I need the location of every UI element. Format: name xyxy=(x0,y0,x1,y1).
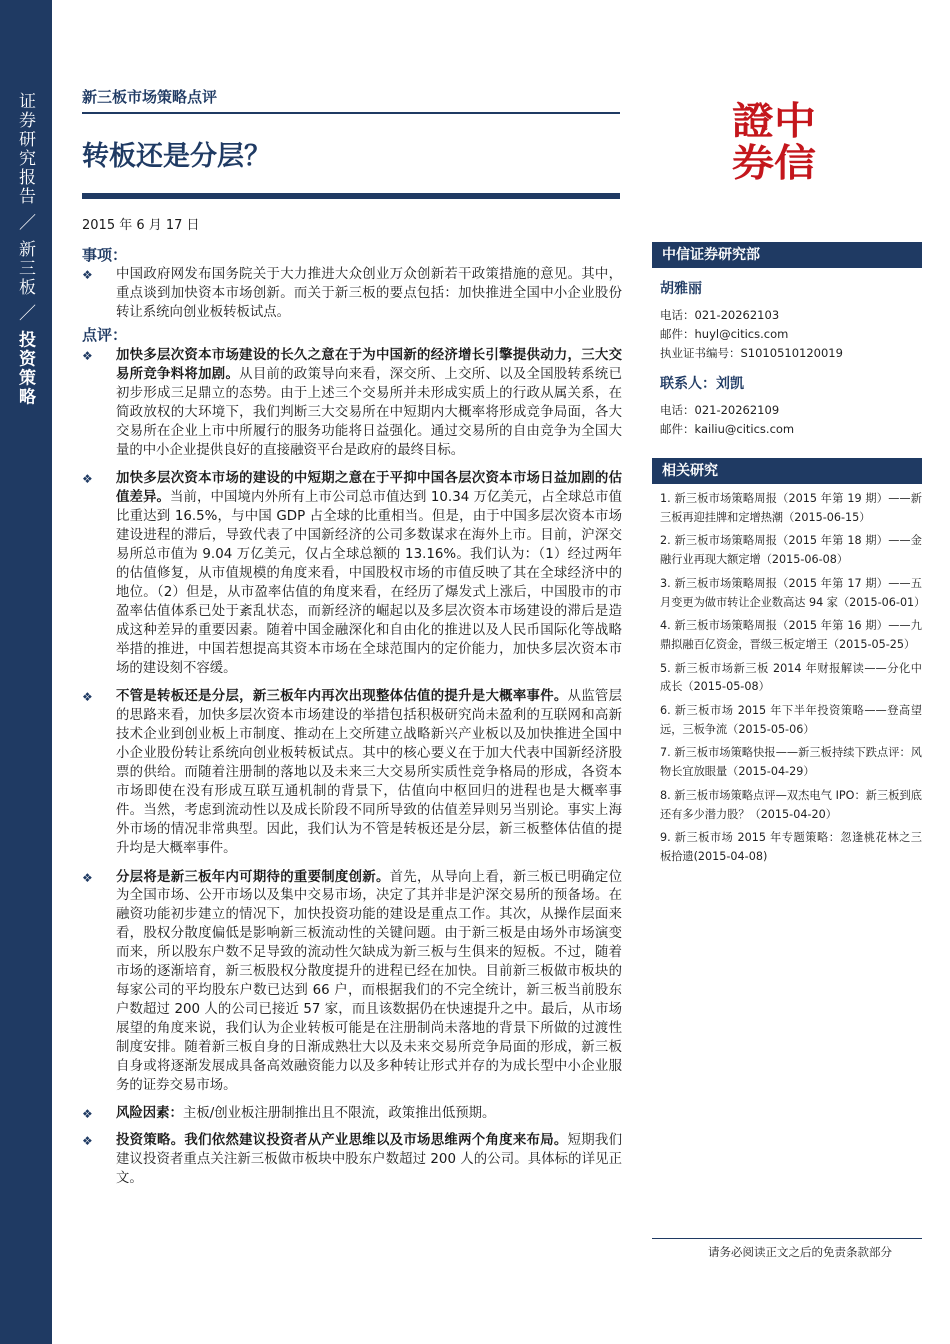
diamond-bullet-icon: ❖ xyxy=(82,1107,93,1122)
comment-label: 点评： xyxy=(82,326,128,344)
logo-text-bottom: 券信 xyxy=(732,141,816,180)
risk-text: 主板/创业板注册制推出且不限流，政策推出低预期。 xyxy=(182,1106,496,1122)
sidebar-sep-2: ／ xyxy=(15,304,35,324)
comment-item xyxy=(82,347,622,460)
strategy-text: 短期我们建议投资者重点关注新三板做市板块中股东户数超过 200 人的公司。具体标的详见正文。 xyxy=(116,1133,623,1187)
analyst-name: 胡雅丽 xyxy=(660,281,702,297)
diamond-bullet-icon: ❖ xyxy=(82,349,93,363)
related-item[interactable]: 6. 新三板市场 2015 年下半年投资策略——登高望远，三板争流（2015-05-06） xyxy=(660,704,922,736)
related-item[interactable]: 3. 新三板市场策略周报（2015 年第 17 期）——五月变更为做市转让企业数高达 94 家（2015-06-01） xyxy=(660,576,926,609)
research-dept-panel xyxy=(652,242,922,439)
diamond-bullet-icon: ❖ xyxy=(82,870,93,885)
comment-lead: 不管是转板还是分层，新三板年内再次出现整体估值的提升是大概率事件。 xyxy=(116,689,568,705)
comment-text: 首先，从导向上看，新三板已明确定位为全国市场、公开市场以及集中交易市场，决定了其并非是沪深交易所的预备场。在融资功能初步建立的情况下，加快投资功能的建设是重点工作。其次，从操作层面来看，股权分散度偏低是影响新三板流动性的关键问题。由于新三板是由场外市场演变而来，所以股东户数不足导致的流动性欠缺成为新三板与生俱来的短板。不过，随着市场的逐渐培育，新三板股权分散度提升的进程已经在加快。目前新三板做市板块的每家公司的平均股东户数已达到 66 户，而根据我们的不完全统计，新三板当前股东户数超过 200 人的公司已接近 57 家，而且该数据仍在快速提升之中。最后，从市场展望的角度来说，我们认为企业转板可能是在注册制尚未落地的背景下所做的过渡性制度安排。随着新三板自身的日渐成熟壮大以及未来交易所竞争局面的形成，新三板自身或将逐渐发展成具备高效融资能力以及多种转让形式并存的为成长型中小企业服务的证券交易市场。 xyxy=(116,869,622,1093)
sidebar-report-type: 证券研究报告 xyxy=(15,92,35,206)
matter-label: 事项： xyxy=(82,246,128,264)
diamond-bullet-icon: ❖ xyxy=(82,1134,93,1149)
comment-list xyxy=(82,347,622,1189)
contact-name: 联系人：刘凯 xyxy=(660,376,744,392)
related-item[interactable]: 9. 新三板市场 2015 年专题策略：忽逢桃花林之三板拾遗(2015-04-08) xyxy=(660,831,922,863)
sidebar-topic: 投资策略 xyxy=(15,330,35,407)
header-rule xyxy=(82,112,620,114)
sidebar-band xyxy=(0,0,52,1344)
related-item[interactable]: 5. 新三板市场新三板 2014 年财报解读——分化中成长（2015-05-08） xyxy=(660,661,922,694)
related-item[interactable]: 4. 新三板市场策略周报（2015 年第 16 期）——九鼎拟融百亿资金，晋级三板定增王（2015-05-25） xyxy=(660,619,922,651)
comment-item xyxy=(82,470,622,678)
comment-text: 当前，中国境内外所有上市公司总市值达到 10.34 万亿美元，占全球总市值比重达到 16.5%，与中国 GDP 占全球的比重相当。但是，由于中国多层次资本市场建设进程的滞后，导致代表了中国新经济的公司多数谋求在海外上市。目前，沪深交易所总市值为 9.04 万亿美元，仅占全球总额的 13.16%。我们认为：（1）经过两年的估值修复，从市值规模的角度来看，中国股权市场的市值反映了其在全球经济中的地位。（2）但是，从市盈率估值的角度来看，在经历了爆发式上涨后，中国股市的市盈率估值体系已处于紊乱状态，而新经济的崛起以及多层次资本市场建设的滞后是造成这种差异的重要因素。随着中国金融深化和自由化的推进以及人民币国际化等战略举措的推进，中国若想提高其资本市场在全球范围内的定价能力，加快多层次资本市场的建设刻不容缓。 xyxy=(116,490,622,676)
title-rule xyxy=(82,193,620,199)
risk-lead: 风险因素： xyxy=(116,1106,183,1122)
analyst-email[interactable]: 邮件：huyl@citics.com xyxy=(660,327,789,341)
citic-securities-logo xyxy=(730,96,818,180)
matter-text: 中国政府网发布国务院关于大力推进大众创业万众创新若干政策措施的意见。其中，重点谈到加快资本市场创新。而关于新三板的要点包括：加快推进全国中小企业股份转让系统向创业板转板试点。 xyxy=(116,267,622,320)
page-title: 转板还是分层？ xyxy=(82,141,271,172)
diamond-bullet-icon: ❖ xyxy=(82,268,93,282)
strategy-lead: 投资策略。我们依然建议投资者从产业思维以及市场思维两个角度来布局。 xyxy=(116,1133,568,1149)
report-series: 新三板市场策略点评 xyxy=(82,88,218,106)
related-item[interactable]: 1. 新三板市场策略周报（2015 年第 19 期）——新三板再迎挂牌和定增热潮（2015-06-15） xyxy=(660,492,922,524)
comment-text: 从监管层的思路来看，加快多层次资本市场建设的举措包括积极研究尚未盈利的互联网和高新技术企业到创业板上市制度、推动在上交所建立战略新兴产业板以及加快推进全国中小企业股份转让系统向创业板转板试点。其中的核心要义在于加大代表中国新经济股票的供给。而随着注册制的落地以及未来三大交易所实质性竞争格局的形成，各资本市场即使在没有形成互联互通机制的背景下，估值向中枢回归的进程也是大概率事件。当然，考虑到流动性以及成长阶段不同所导致的估值差异则另当别论。事实上海外市场的情况非常典型。因此，我们认为不管是转板还是分层，新三板整体估值的提升均是大概率事件。 xyxy=(116,689,623,856)
related-item[interactable]: 2. 新三板市场策略周报（2015 年第 18 期）——金融行业再现大额定增（2015-06-08） xyxy=(660,534,922,567)
contact-phone: 电话：021-20262109 xyxy=(660,403,780,417)
research-dept-header: 中信证券研究部 xyxy=(652,242,922,268)
footer-rule xyxy=(652,1238,922,1239)
analyst-phone: 电话：021-20262103 xyxy=(660,308,780,322)
related-item[interactable]: 8. 新三板市场策略点评—双杰电气 IPO：新三板到底还有多少潜力股？（2015-04-20） xyxy=(660,788,922,821)
matter-list xyxy=(82,266,622,323)
related-item[interactable]: 7. 新三板市场策略快报——新三板持续下跌点评：风物长宜放眼量（2015-04-29） xyxy=(660,746,922,779)
analyst-license: 执业证书编号：S1010510120019 xyxy=(660,346,843,360)
sidebar-market: 新三板 xyxy=(15,239,35,297)
comment-item xyxy=(82,869,622,1096)
risk-item xyxy=(82,1105,622,1124)
comment-item xyxy=(82,688,622,858)
matter-item xyxy=(82,266,622,323)
strategy-item xyxy=(82,1132,622,1189)
related-research-header: 相关研究 xyxy=(652,458,922,484)
diamond-bullet-icon: ❖ xyxy=(82,472,93,487)
contact-email[interactable]: 邮件：kailiu@citics.com xyxy=(660,422,795,436)
comment-text: 从目前的政策导向来看，深交所、上交所、以及全国股转系统已初步形成三足鼎立的态势。由于上述三个交易所并未形成实质上的行政从属关系，在简政放权的大环境下，我们判断三大交易所在中短期内大概率将形成竞争局面，各大交易所在企业上市中所履行的服务功能将日益强化。通过交易所的自由竞争为全国大量的中小企业提供良好的直接融资平台是政府的最终目标。 xyxy=(116,366,623,458)
comment-lead: 分层将是新三板年内可期待的重要制度创新。 xyxy=(116,869,390,885)
sidebar-category xyxy=(14,92,36,407)
footer-disclaimer: 请务必阅读正文之后的免责条款部分 xyxy=(708,1245,892,1259)
related-research-panel xyxy=(652,458,926,872)
diamond-bullet-icon: ❖ xyxy=(82,690,93,705)
logo-text-top: 證中 xyxy=(732,99,816,143)
comment-lead: 加快多层次资本市场建设的长久之意在于为中国新的经济增长引擎提供动力，三大交易所竞争料将加剧。 xyxy=(116,348,622,382)
report-date: 2015 年 6 月 17 日 xyxy=(82,218,200,233)
comment-lead: 加快多层次资本市场的建设的中短期之意在于平抑中国各层次资本市场日益加剧的估值差异。 xyxy=(116,471,622,506)
sidebar-sep-1: ／ xyxy=(15,213,35,233)
